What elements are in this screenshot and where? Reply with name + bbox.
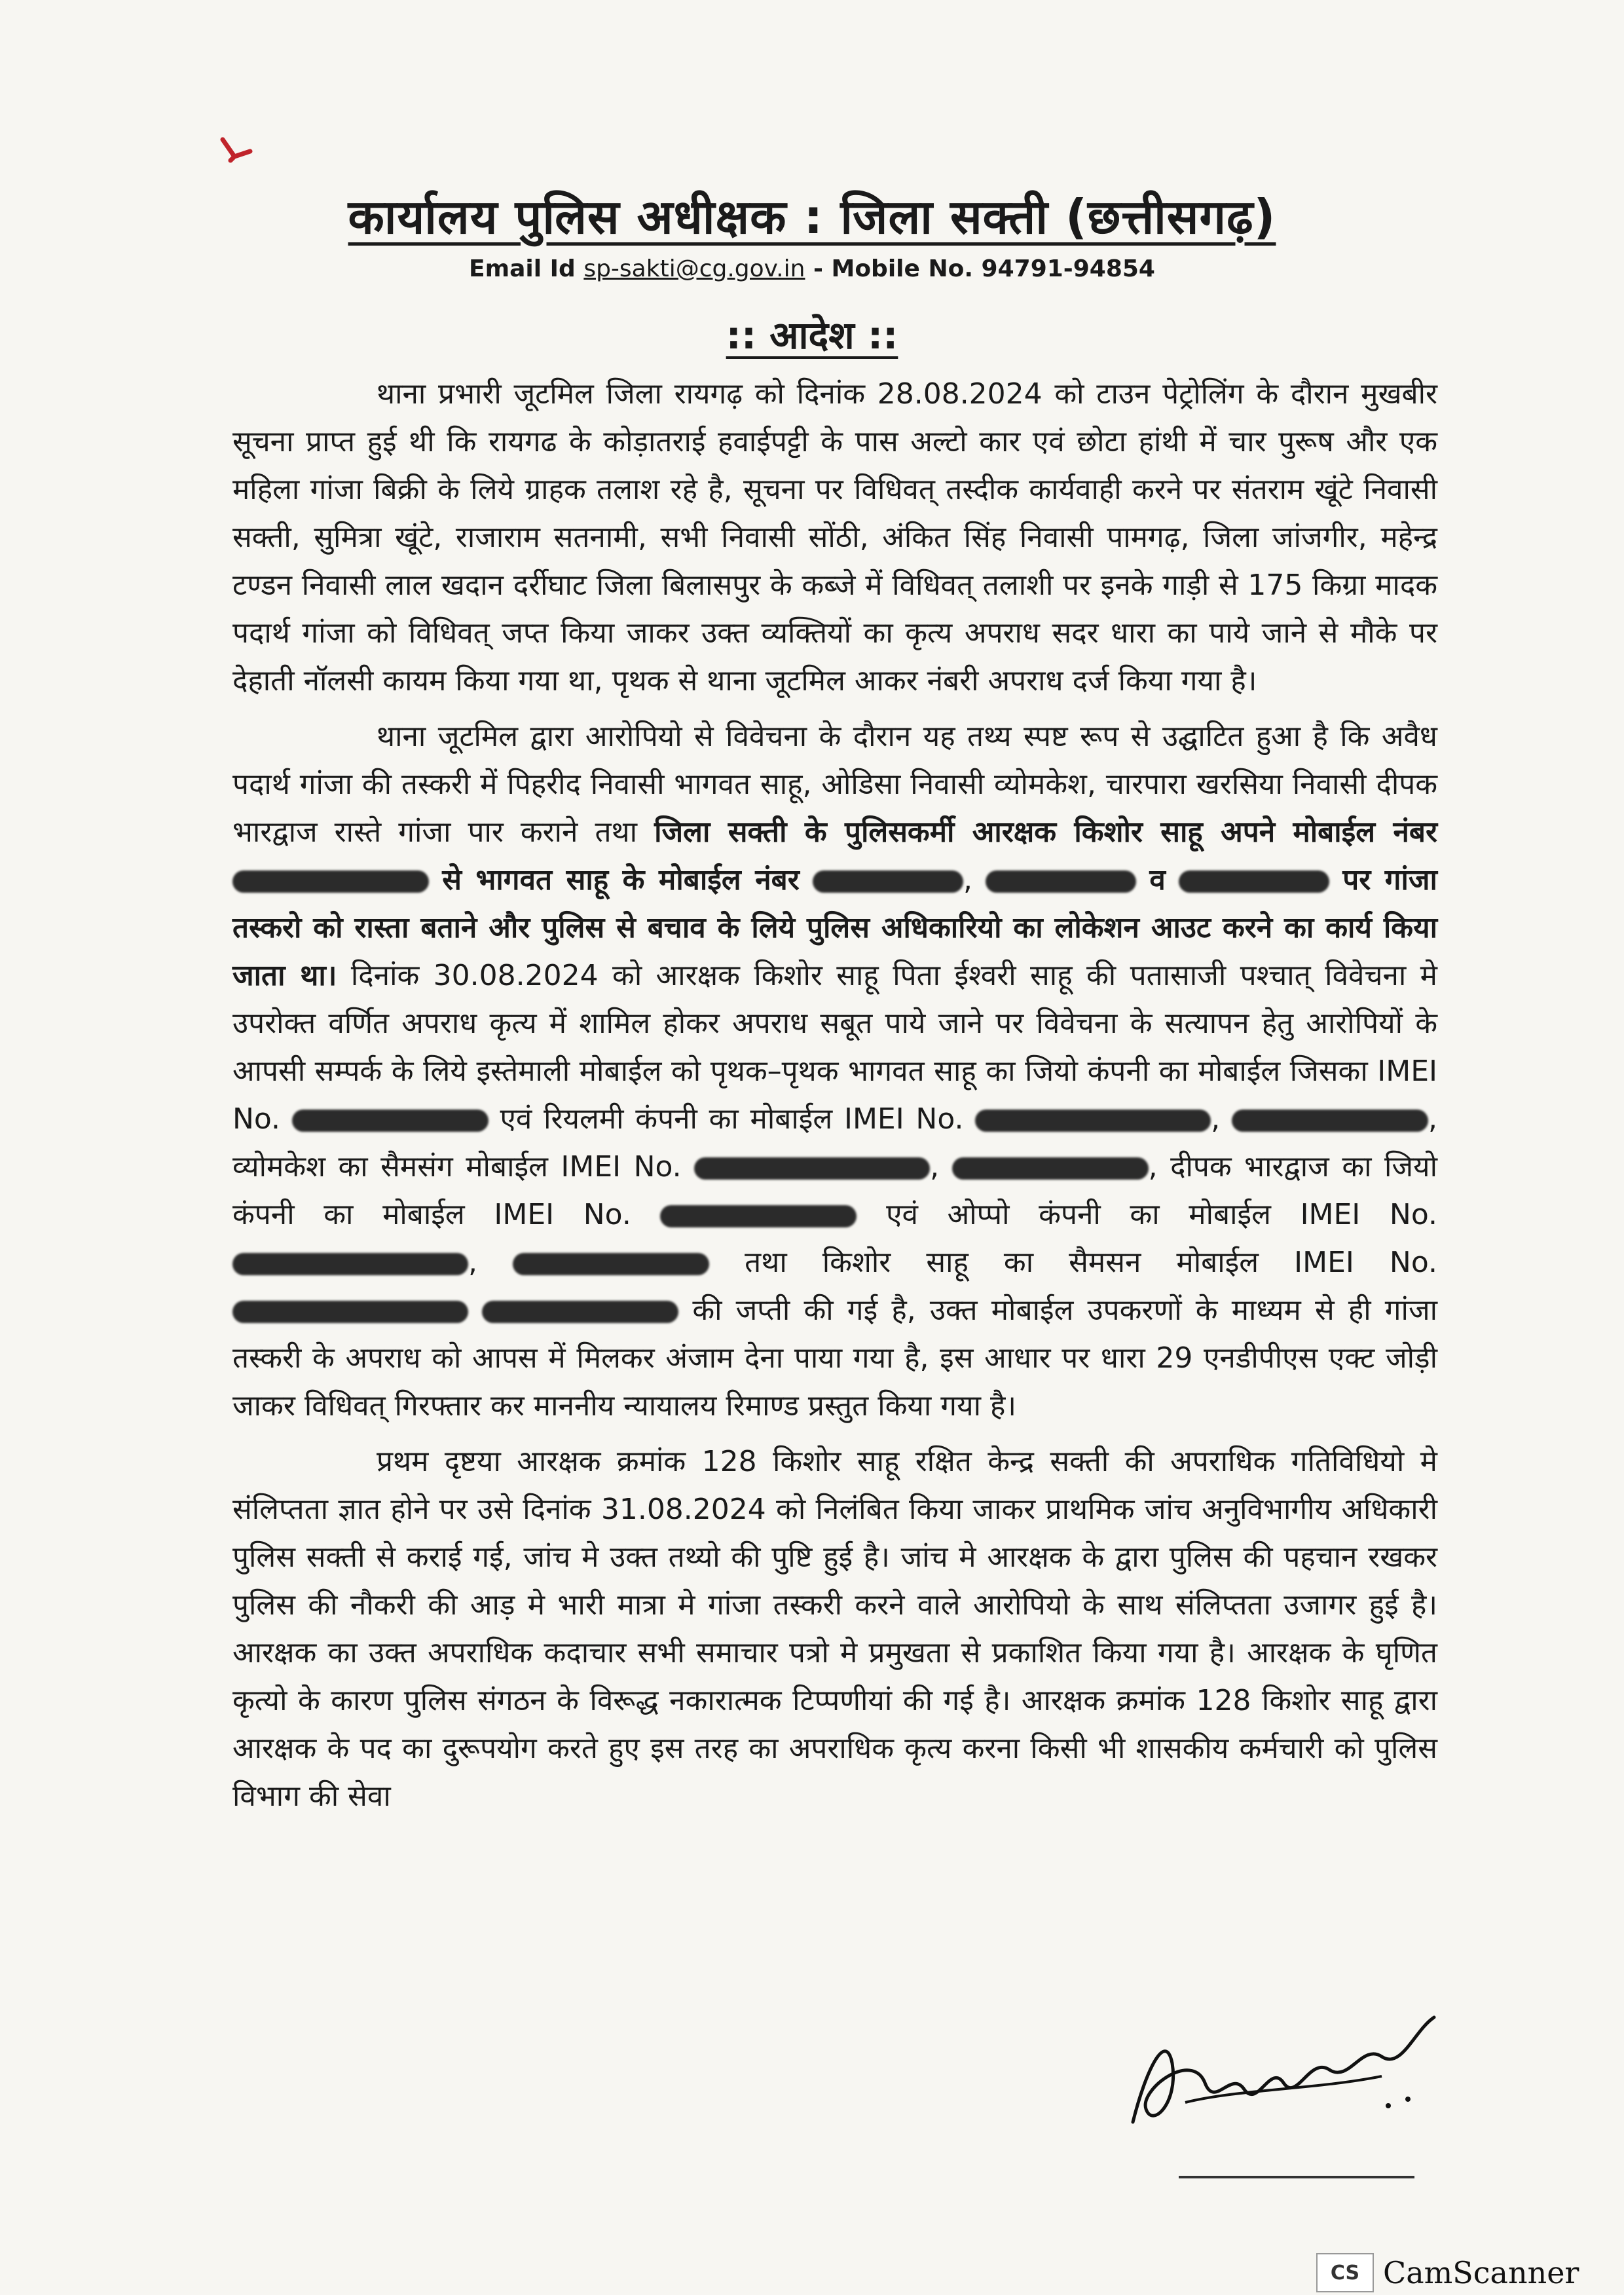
redacted-imei [975, 1110, 1211, 1132]
redacted-mobile-number [986, 870, 1136, 893]
contact-line [0, 255, 1624, 282]
signature-underline [1179, 2176, 1414, 2178]
paragraph-2: थाना जूटमिल द्वारा आरोपियो से विवेचना के दौरान यह तथ्य स्पष्ट रूप से उद्घाटित हुआ है कि अवैध पदार्थ गांजा की तस्करी में पिहरीद निवासी भागवत साहू, ओडिसा निवासी व्योमकेश, चारपारा खरसिया निवासी दीपक भारद्वाज रास्ते गांजा पार कराने तथा जिला सक्ती के पुलिसकर्मी आरक्षक किशोर साहू अपने मोबाईल नंबर से भागवत साहू के मोबाईल नंबर , व पर गांजा तस्करो को रास्ता बताने और पुलिस से बचाव के लिये पुलिस अधिकारियो का लोकेशन आउट करने का कार्य किया जाता था। दिनांक 30.08.2024 को आरक्षक किशोर साहू पिता ईश्वरी साहू की पतासाजी पश्चात् विवेचना मे उपरोक्त वर्णित अपराध कृत्य में शामिल होकर अपराध सबूत पाये जाने पर विवेचना के सत्यापन हेतु आरोपियों के आपसी सम्पर्क के लिये इस्तेमाली मोबाईल को पृथक–पृथक भागवत साहू का जियो कंपनी का मोबाईल जिसका IMEI No. एवं रियलमी कंपनी का मोबाईल IMEI No. , , व्योमकेश का सैमसंग मोबाईल IMEI No. , , दीपक भारद्वाज का जियो कंपनी का मोबाईल IMEI No. एवं ओप्पो कंपनी का मोबाईल IMEI No. , तथा किशोर साहू का सैमसन मोबाईल IMEI No. की जप्ती की गई है, उक्त मोबाईल उपकरणों के माध्यम से ही गांजा तस्करी के अपराध को आपस में मिलकर अंजाम देना पाया गया है, इस आधार पर धारा 29 एनडीपीएस एक्ट जोड़ी जाकर विधिवत् गिरफ्तार कर माननीय न्यायालय रिमाण्ड प्रस्तुत किया गया है। [232, 720, 1437, 1423]
redacted-mobile-number [232, 870, 429, 893]
redacted-imei [513, 1253, 709, 1275]
office-title: कार्यालय पुलिस अधीक्षक : जिला सक्ती (छत्तीसगढ़) [348, 189, 1276, 244]
contact-separator: - [813, 255, 823, 282]
signature [1107, 1991, 1447, 2148]
paragraph-3: प्रथम दृष्टया आरक्षक क्रमांक 128 किशोर साहू रक्षित केन्द्र सक्ती की अपराधिक गतिविधियो मे संलिप्तता ज्ञात होने पर उसे दिनांक 31.08.2024 को निलंबित किया जाकर प्राथमिक जांच अनुविभागीय अधिकारी पुलिस सक्ती से कराई गई, जांच मे उक्त तथ्यो की पुष्टि हुई है। जांच मे आरक्षक के द्वारा पुलिस की पहचान रखकर पुलिस की नौकरी की आड़ मे भारी मात्रा मे गांजा तस्करी करने वाले आरोपियो के साथ संलिप्तता उजागर हुई है। आरक्षक का उक्त अपराधिक कदाचार सभी समाचार पत्रो मे प्रमुखता से प्रकाशित किया गया है। आरक्षक के घृणित कृत्यो के कारण पुलिस संगठन के विरूद्ध नकारात्मक टिप्पणीयां की गई है। आरक्षक क्रमांक 128 किशोर साहू द्वारा आरक्षक के पद का दुरूपयोग करते हुए इस तरह का अपराधिक कृत्य करना किसी भी शासकीय कर्मचारी को पुलिस विभाग की सेवा [232, 1445, 1437, 1813]
redacted-imei [232, 1301, 468, 1323]
order-body [232, 370, 1437, 1828]
email-address: sp-sakti@cg.gov.in [583, 255, 805, 282]
redacted-imei [482, 1301, 678, 1323]
redacted-mobile-number [813, 870, 963, 893]
red-tick-mark [216, 134, 255, 174]
email-label: Email Id [469, 255, 576, 282]
mobile-number: 94791-94854 [981, 255, 1155, 282]
redacted-imei [660, 1205, 857, 1227]
paragraph-1: थाना प्रभारी जूटमिल जिला रायगढ़ को दिनांक 28.08.2024 को टाउन पेट्रोलिंग के दौरान मुखबीर सूचना प्राप्त हुई थी कि रायगढ के कोड़ातराई हवाईपट्टी के पास अल्टो कार एवं छोटा हांथी में चार पुरूष और एक महिला गांजा बिक्री के लिये ग्राहक तलाश रहे है, सूचना पर विधिवत् तस्दीक कार्यवाही करने पर संतराम खूंटे निवासी सक्ती, सुमित्रा खूंटे, राजाराम सतनामी, सभी निवासी सोंठी, अंकित सिंह निवासी पामगढ़, जिला जांजगीर, महेन्द्र टण्डन निवासी लाल खदान दर्रीघाट जिला बिलासपुर के कब्जे में विधिवत् तलाशी पर इनके गाड़ी से 175 किग्रा मादक पदार्थ गांजा को विधिवत् जप्त किया जाकर उक्त व्यक्तियों का कृत्य अपराध सदर धारा का पाये जाने से मौके पर देहाती नॉलसी कायम किया गया था, पृथक से थाना जूटमिल आकर नंबरी अपराध दर्ज किया गया है। [232, 377, 1437, 698]
order-heading: :: आदेश :: [726, 313, 898, 358]
mobile-label: Mobile No. [831, 255, 973, 282]
redacted-imei [952, 1157, 1149, 1180]
camscanner-label: CamScanner [1383, 2255, 1579, 2290]
camscanner-logo: CS [1316, 2253, 1374, 2292]
redacted-imei [694, 1157, 930, 1180]
redacted-imei [292, 1110, 489, 1132]
redacted-imei [232, 1253, 468, 1275]
redacted-mobile-number [1179, 870, 1329, 893]
redacted-imei [1232, 1110, 1428, 1132]
camscanner-watermark [1316, 2253, 1579, 2292]
